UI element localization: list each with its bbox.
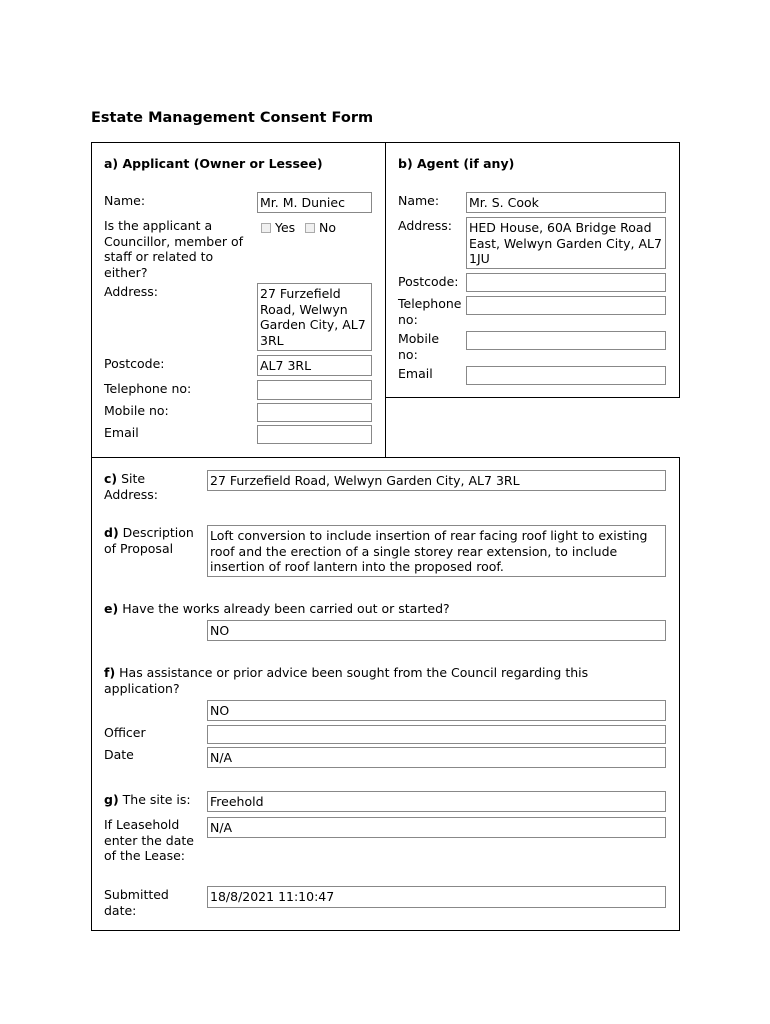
councillor-yes-option[interactable] xyxy=(261,220,295,235)
works-prefix: e) xyxy=(104,601,119,616)
agent-mobile-label: Mobile no: xyxy=(398,331,440,362)
agent-name-label: Name: xyxy=(398,193,440,208)
works-field[interactable]: NO xyxy=(207,620,666,641)
applicant-telephone-label: Telephone no: xyxy=(104,381,192,396)
applicant-email-label: Email xyxy=(104,425,139,440)
description-field[interactable]: Loft conversion to include insertion of rear facing roof light to existing roof and the erection of a single storey rear extension, to include insertion of roof lantern into the proposed roof. xyxy=(207,525,666,577)
agent-postcode-field[interactable] xyxy=(466,273,666,292)
form-title: Estate Management Consent Form xyxy=(91,110,374,126)
tenure-label xyxy=(104,792,204,808)
agent-heading: b) Agent (if any) xyxy=(398,156,515,171)
yes-checkbox[interactable] xyxy=(261,223,271,233)
agent-telephone-label: Telephone no: xyxy=(398,296,462,327)
applicant-mobile-label: Mobile no: xyxy=(104,403,169,418)
works-question xyxy=(104,601,664,617)
yes-label: Yes xyxy=(275,220,296,235)
agent-address-label: Address: xyxy=(398,218,452,233)
councillor-no-option[interactable] xyxy=(305,220,336,235)
leasehold-date-field[interactable]: N/A xyxy=(207,817,666,838)
applicant-heading: a) Applicant (Owner or Lessee) xyxy=(104,156,323,171)
applicant-postcode-label: Postcode: xyxy=(104,356,165,371)
submitted-date-label: Submitted date: xyxy=(104,887,169,918)
agent-address-field[interactable]: HED House, 60A Bridge Road East, Welwyn Garden City, AL7 1JU xyxy=(466,217,666,269)
applicant-mobile-field[interactable] xyxy=(257,403,372,422)
tenure-prefix: g) xyxy=(104,792,119,807)
applicant-address-field[interactable]: 27 Furzefield Road, Welwyn Garden City, AL7 3RL xyxy=(257,283,372,351)
agent-email-label: Email xyxy=(398,366,433,381)
councillor-question-label: Is the applicant a Councillor, member of staff or related to either? xyxy=(104,218,244,280)
advice-question-text: Has assistance or prior advice been sought from the Council regarding this application? xyxy=(104,665,589,696)
agent-postcode-label: Postcode: xyxy=(398,274,459,289)
date-label: Date xyxy=(104,747,134,762)
officer-field[interactable] xyxy=(207,725,666,744)
applicant-telephone-field[interactable] xyxy=(257,380,372,400)
no-label: No xyxy=(319,220,336,235)
works-question-text: Have the works already been carried out or started? xyxy=(122,601,450,616)
tenure-field[interactable]: Freehold xyxy=(207,791,666,812)
submitted-date-field[interactable]: 18/8/2021 11:10:47 xyxy=(207,886,666,908)
agent-name-field[interactable]: Mr. S. Cook xyxy=(466,192,666,213)
leasehold-date-label: If Leasehold enter the date of the Lease: xyxy=(104,817,194,863)
description-label xyxy=(104,525,204,556)
applicant-address-label: Address: xyxy=(104,284,158,299)
advice-field[interactable]: NO xyxy=(207,700,666,721)
agent-telephone-field[interactable] xyxy=(466,296,666,315)
site-prefix: c) xyxy=(104,471,118,486)
site-address-label xyxy=(104,471,199,502)
site-label-text: Site Address: xyxy=(104,471,158,502)
no-checkbox[interactable] xyxy=(305,223,315,233)
tenure-label-text: The site is: xyxy=(122,792,191,807)
applicant-name-label: Name: xyxy=(104,193,146,208)
description-prefix: d) xyxy=(104,525,119,540)
description-label-text: Description of Proposal xyxy=(104,525,194,556)
applicant-email-field[interactable] xyxy=(257,425,372,444)
advice-prefix: f) xyxy=(104,665,116,680)
agent-mobile-field[interactable] xyxy=(466,331,666,350)
officer-label: Officer xyxy=(104,725,146,740)
advice-question xyxy=(104,665,624,696)
site-address-field[interactable]: 27 Furzefield Road, Welwyn Garden City, AL7 3RL xyxy=(207,470,666,491)
applicant-name-field[interactable]: Mr. M. Duniec xyxy=(257,192,372,213)
date-field[interactable]: N/A xyxy=(207,747,666,768)
agent-email-field[interactable] xyxy=(466,366,666,385)
applicant-postcode-field[interactable]: AL7 3RL xyxy=(257,355,372,376)
